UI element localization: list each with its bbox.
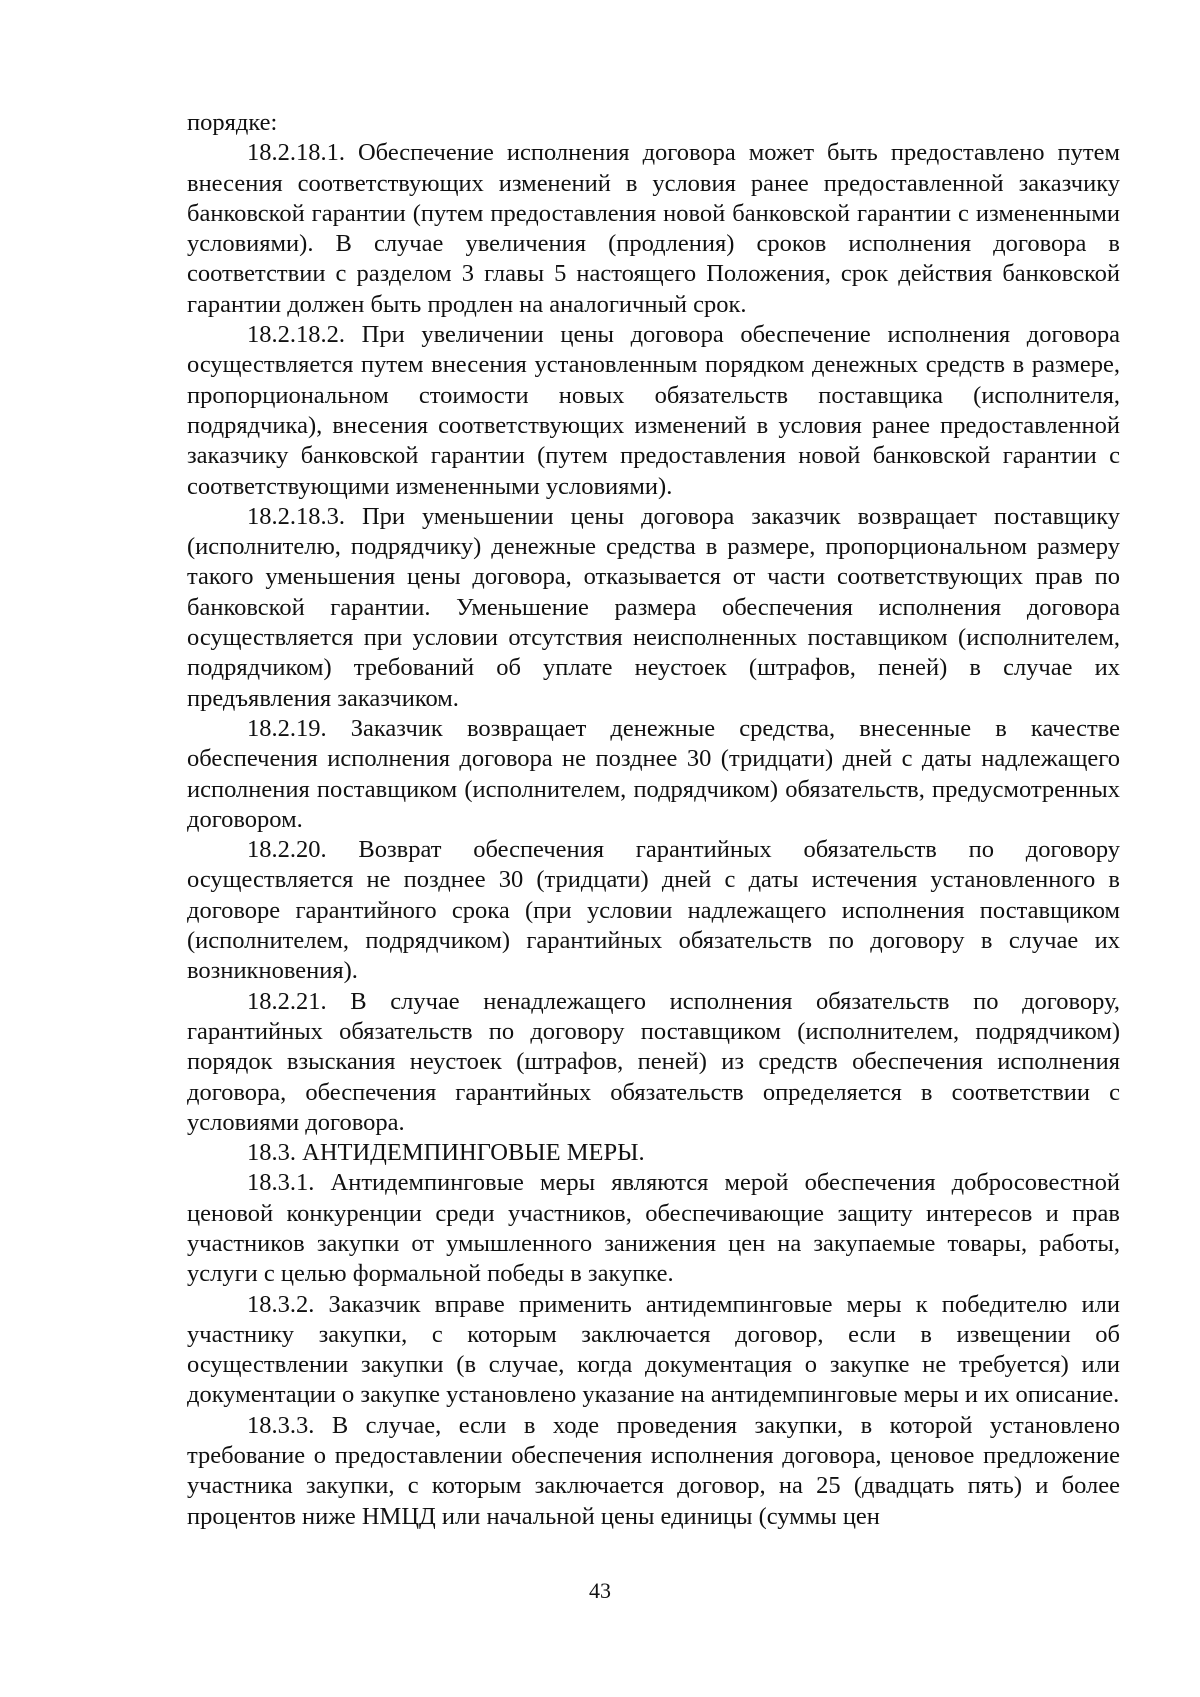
paragraph-18-2-20: 18.2.20. Возврат обеспечения гарантийных обязательств по договору осуществляется не позднее 30 (тридцати) дней с даты истечения установленного в договоре гарантийного срока (при условии надлежащего исполнения поставщиком (исполнителем, подрядчиком) гарантийных обязательств по договору в случае их возникновения). xyxy=(187,836,1120,985)
paragraph-18-3-2: 18.3.2. Заказчик вправе применить антидемпинговые меры к победителю или участнику закупки, с которым заключается договор, если в извещении об осуществлении закупки (в случае, когда документация о закупке не требуется) или документации о закупке установлено указание на антидемпинговые меры и их описание. xyxy=(187,1290,1120,1409)
page-number: 43 xyxy=(589,1578,611,1603)
paragraph-18-2-21: 18.2.21. В случае ненадлежащего исполнения обязательств по договору, гарантийных обязательств по договору поставщиком (исполнителем, подрядчиком) порядок взыскания неустоек (штрафов, пеней) из средств обеспечения исполнения договора, обеспечения гарантийных обязательств определяется в соответствии с условиями договора. xyxy=(187,987,1120,1136)
paragraph-18-2-18-1: 18.2.18.1. Обеспечение исполнения договора может быть предоставлено путем внесения соответствующих изменений в условия ранее предоставленной заказчику банковской гарантии (путем предоставления новой банковской гарантии с измененными условиями). В случае увеличения (продления) сроков исполнения договора в соответствии с разделом 3 главы 5 настоящего Положения, срок действия банковской гарантии должен быть продлен на аналогичный срок. xyxy=(187,139,1120,318)
paragraph-18-2-19: 18.2.19. Заказчик возвращает денежные средства, внесенные в качестве обеспечения исполнения договора не позднее 30 (тридцати) дней с даты надлежащего исполнения поставщиком (исполнителем, подрядчиком) обязательств, предусмотренных договором. xyxy=(187,714,1120,833)
section-heading-18-3: 18.3. АНТИДЕМПИНГОВЫЕ МЕРЫ. xyxy=(247,1139,645,1167)
paragraph-continuation: порядке: xyxy=(187,109,278,136)
document-body xyxy=(187,108,1120,1532)
paragraph-18-2-18-2: 18.2.18.2. При увеличении цены договора обеспечение исполнения договора осуществляется путем внесения установленным порядком денежных средств в размере, пропорциональном стоимости новых обязательств поставщика (исполнителя, подрядчика), внесения соответствующих изменений в условия ранее предоставленной заказчику банковской гарантии (путем предоставления новой банковской гарантии с соответствующими измененными условиями). xyxy=(187,321,1120,500)
paragraph-18-2-18-3: 18.2.18.3. При уменьшении цены договора заказчик возвращает поставщику (исполнителю, подрядчику) денежные средства в размере, пропорциональном размеру такого уменьшения цены договора, отказывается от части соответствующих прав по банковской гарантии. Уменьшение размера обеспечения исполнения договора осуществляется при условии отсутствия неисполненных поставщиком (исполнителем, подрядчиком) требований об уплате неустоек (штрафов, пеней) в случае их предъявления заказчиком. xyxy=(187,502,1120,712)
paragraph-18-3-1: 18.3.1. Антидемпинговые меры являются мерой обеспечения добросовестной ценовой конкуренции среди участников, обеспечивающие защиту интересов и прав участников закупки от умышленного занижения цен на закупаемые товары, работы, услуги с целью формальной победы в закупке. xyxy=(187,1169,1120,1288)
paragraph-18-3-3: 18.3.3. В случае, если в ходе проведения закупки, в которой установлено требование о предоставлении обеспечения исполнения договора, ценовое предложение участника закупки, с которым заключается договор, на 25 (двадцать пять) и более процентов ниже НМЦД или начальной цены единицы (суммы цен xyxy=(187,1411,1120,1530)
